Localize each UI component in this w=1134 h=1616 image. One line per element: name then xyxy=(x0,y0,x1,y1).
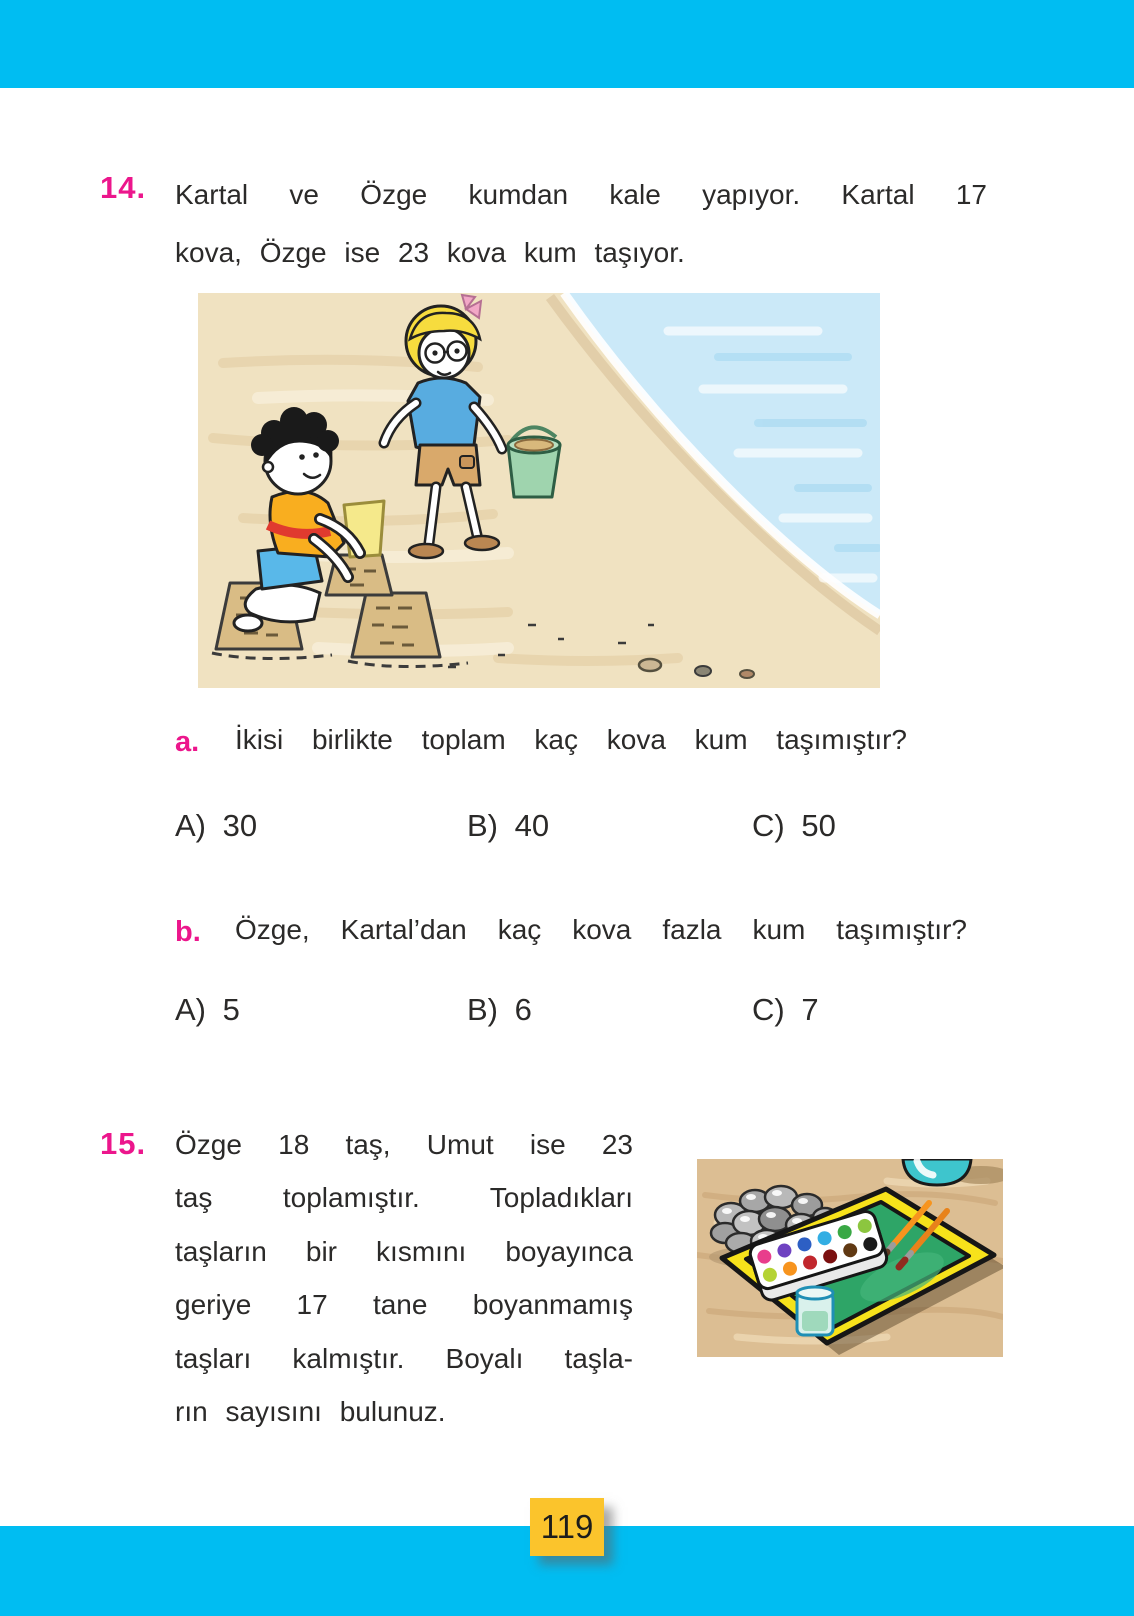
painting-illustration xyxy=(697,1159,1003,1357)
sandal xyxy=(409,544,443,558)
option-c: C) 7 xyxy=(752,992,819,1027)
shorts-pocket xyxy=(460,456,474,468)
beach-illustration xyxy=(198,293,880,688)
text-line: taş toplamıştır. Topladıkları xyxy=(175,1182,633,1214)
page-number-badge xyxy=(530,1498,604,1556)
question-14-number: 14. xyxy=(100,170,147,205)
text-line: rın sayısını bulunuz. xyxy=(175,1395,446,1427)
question-14b-label: b. xyxy=(175,916,201,948)
header-band xyxy=(0,0,1134,88)
option-a: A) 5 xyxy=(175,992,240,1027)
page-number: 119 xyxy=(540,1508,594,1545)
text-line: geriye 17 tane boyanmamış xyxy=(175,1289,633,1321)
question-15-number: 15. xyxy=(100,1126,147,1161)
sand-bucket xyxy=(508,427,560,497)
option-b: B) 6 xyxy=(467,992,532,1027)
text-line: Özge 18 taş, Umut ise 23 xyxy=(175,1129,633,1160)
question-14a-text: İkisi birlikte toplam kaç kova kum taşımıştır? xyxy=(235,724,907,755)
question-14a-label: a. xyxy=(175,726,200,758)
question-14-line2: kova, Özge ise 23 kova kum taşıyor. xyxy=(175,237,685,268)
text-line: taşları kalmıştır. Boyalı taşla- xyxy=(175,1342,633,1374)
question-14b-options xyxy=(175,992,987,1036)
question-14a-options xyxy=(175,808,987,852)
water-glass xyxy=(797,1287,833,1335)
option-b: B) 40 xyxy=(467,808,550,843)
question-14-line1: Kartal ve Özge kumdan kale yapıyor. Kartal 17 xyxy=(175,179,987,210)
option-c: C) 50 xyxy=(752,808,836,843)
question-15-text xyxy=(175,1118,633,1438)
question-14b-text: Özge, Kartal’dan kaç kova fazla kum taşımıştır? xyxy=(235,914,967,945)
text-line: taşların bir kısmını boyayınca xyxy=(175,1235,633,1267)
option-a: A) 30 xyxy=(175,808,258,843)
